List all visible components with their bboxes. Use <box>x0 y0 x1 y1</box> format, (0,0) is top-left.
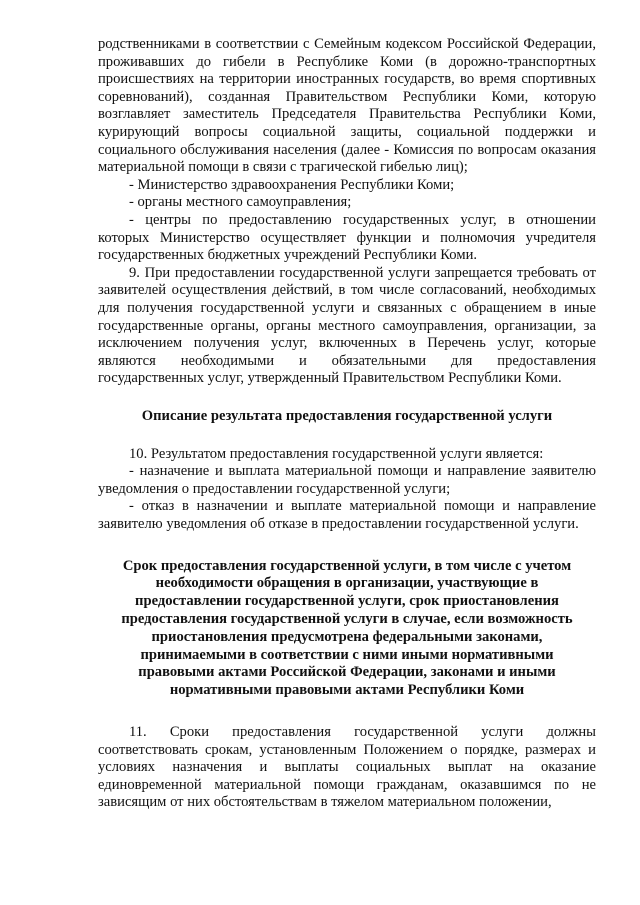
list-item-ministry-health: - Министерство здравоохранения Республики Коми; <box>129 176 455 193</box>
section-heading-term: Срок предоставления государственной услуги, в том числе с учетом необходимости обращения в организации, участвующие в предоставлении государственной услуги, срок приостановления предоставления государственной услуги в случае, если возможность приостановления предусмотрена федеральными законами, принимаемыми в соответствии с ними иными нормативными правовыми актами Российской Федерации, законами и иными нормативными правовыми актами Республики Коми <box>121 557 573 699</box>
result-item-grant: - назначение и выплата материальной помощи и направление заявителю уведомления о предоставлении государственной услуги; <box>98 463 596 497</box>
paragraph-intro-continuation: родственниками в соответствии с Семейным кодексом Российской Федерации, проживавших до гибели в Республике Коми (в дорожно-транспортных происшествиях на территории иностранных государств, во время спортивных соревнований), созданная Правительством Республики Коми, которую возглавляет заместитель Председателя Правительства Республики Коми, курирующий вопросы социальной защиты, социальной поддержки и социального обслуживания населения (далее - Комиссия по вопросам оказания материальной помощи в связи с трагической гибелью лиц); <box>98 36 596 176</box>
spacer <box>98 426 596 446</box>
spacer <box>98 388 596 408</box>
paragraph-11: 11. Сроки предоставления государственной услуги должны соответствовать срокам, установленным Положением о порядке, размерах и условиях назначения и выплаты социальных выплат на оказание единовременной материальной помощи гражданам, оказавшимся по не зависящим от них обстоятельствам в тяжелом материальном положении, <box>98 724 596 811</box>
list-item-local-government: - органы местного самоуправления; <box>129 194 352 211</box>
paragraph-9: 9. При предоставлении государственной услуги запрещается требовать от заявителей осуществления действий, в том числе согласований, необходимых для получения государственной услуги и связанных с обращением в иные государственные органы, органы местного самоуправления, организации, за исключением получения услуг, включенных в Перечень услуг, которые являются необходимыми и обязательными для предоставления государственных услуг, утвержденный Правительством Республики Коми. <box>98 264 596 387</box>
document-body <box>98 36 596 812</box>
section-heading-result: Описание результата предоставления государственной услуги <box>141 407 553 424</box>
paragraph-10: 10. Результатом предоставления государственной услуги является: <box>129 445 544 462</box>
list-item-service-centers: - центры по предоставлению государственных услуг, в отношении которых Министерство осуществляет функции и полномочия учредителя государственных бюджетных учреждений Республики Коми. <box>98 211 596 264</box>
result-item-refusal: - отказ в назначении и выплате материальной помощи и направление заявителю уведомления об отказе в предоставлении государственной услуги. <box>98 498 596 533</box>
spacer <box>98 700 596 724</box>
spacer <box>98 534 596 558</box>
